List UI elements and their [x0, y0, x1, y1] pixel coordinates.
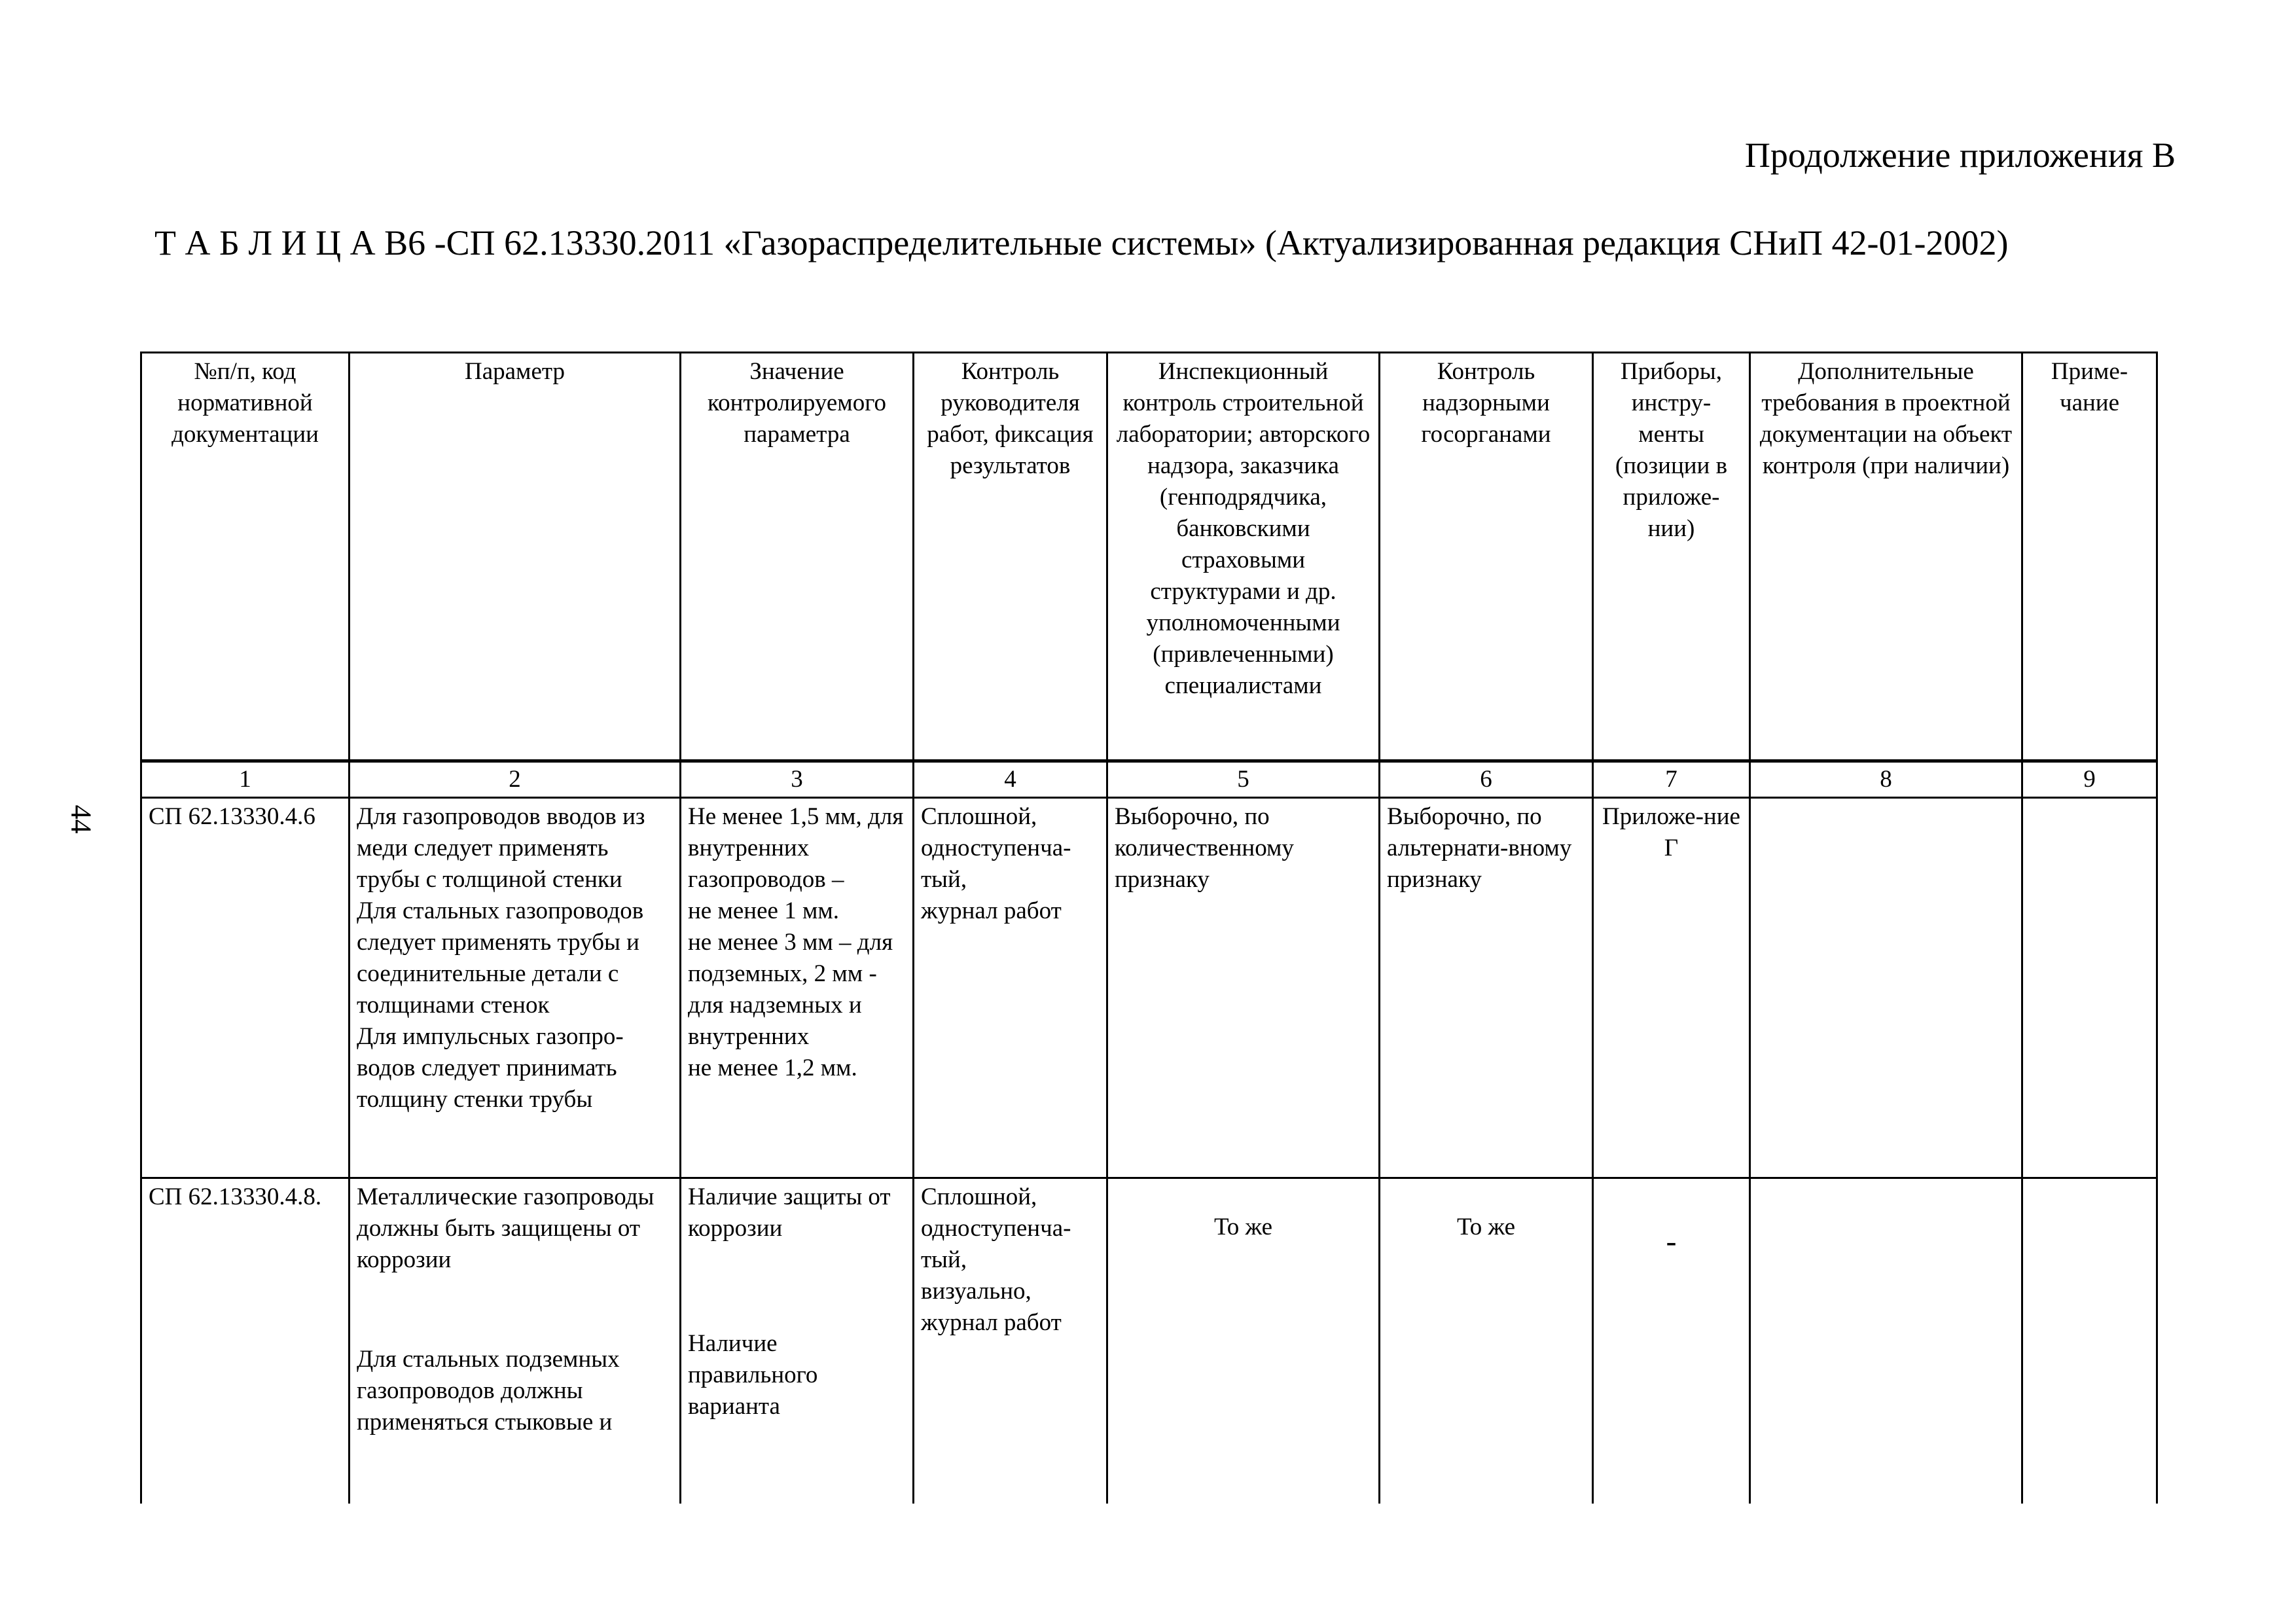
note-cell	[2022, 798, 2157, 1178]
header-row	[141, 353, 2157, 761]
parameter-cell	[350, 1178, 681, 1504]
state-control-cell: То же	[1380, 1178, 1593, 1504]
column-header: №п/п, код нормативной документации	[141, 353, 350, 761]
column-number: 2	[350, 761, 681, 798]
additional-cell	[1750, 1178, 2022, 1504]
parameter-text: Для стальных подземных газопроводов должны применяться стыковые и	[357, 1346, 620, 1435]
column-header: Параметр	[350, 353, 681, 761]
manager-control-cell: Сплошной, одноступенча-тый, визуально, журнал работ	[914, 1178, 1107, 1504]
control-table	[140, 352, 2156, 1504]
value-text: Наличие правильного варианта	[688, 1330, 818, 1420]
table-row	[141, 1178, 2157, 1504]
state-control-cell: Выборочно, по альтернати-вному признаку	[1380, 798, 1593, 1178]
column-header: Приме-чание	[2022, 353, 2157, 761]
continuation-label: Продолжение приложения В	[1744, 135, 2176, 175]
instruments-cell: -	[1593, 1178, 1750, 1504]
column-header: Контроль руководителя работ, фиксация результатов	[914, 353, 1107, 761]
column-number-row	[141, 761, 2157, 798]
column-number: 3	[681, 761, 914, 798]
note-cell	[2022, 1178, 2157, 1504]
inspection-control-cell: То же	[1107, 1178, 1380, 1504]
parameter-cell: Для газопроводов вводов из меди следует применять трубы с толщиной стенки Для стальных газопроводов следует применять трубы и соединительные детали с толщинами стенок Для импульсных газопро-водов следует принимать толщину стенки трубы	[350, 798, 681, 1178]
manager-control-cell: Сплошной, одноступенча-тый, журнал работ	[914, 798, 1107, 1178]
column-header: Инспекционный контроль строительной лаборатории; авторского надзора, заказчика (генподрядчика, банковскими страховыми структурами и др. уполномоченными (привлеченными) специалистами	[1107, 353, 1380, 761]
page-number: 44	[65, 804, 98, 834]
column-number: 1	[141, 761, 350, 798]
parameter-text: Металлические газопроводы должны быть защищены от коррозии	[357, 1183, 655, 1273]
column-header: Контроль надзорными госорганами	[1380, 353, 1593, 761]
code-cell: СП 62.13330.4.6	[141, 798, 350, 1178]
column-header: Приборы, инстру-менты (позиции в приложе-нии)	[1593, 353, 1750, 761]
column-header: Дополнительные требования в проектной документации на объект контроля (при наличии)	[1750, 353, 2022, 761]
instruments-cell: Приложе-ние Г	[1593, 798, 1750, 1178]
value-cell	[681, 1178, 914, 1504]
column-number: 9	[2022, 761, 2157, 798]
column-number: 7	[1593, 761, 1750, 798]
column-number: 4	[914, 761, 1107, 798]
table-row	[141, 798, 2157, 1178]
code-cell: СП 62.13330.4.8.	[141, 1178, 350, 1504]
additional-cell	[1750, 798, 2022, 1178]
column-number: 5	[1107, 761, 1380, 798]
value-text: Наличие защиты от коррозии	[688, 1183, 891, 1242]
column-number: 6	[1380, 761, 1593, 798]
table-title: Т А Б Л И Ц А В6 -СП 62.13330.2011 «Газораспределительные системы» (Актуализированная редакция СНиП 42-01-2002)	[154, 223, 2009, 262]
column-header: Значение контролируемого параметра	[681, 353, 914, 761]
column-number: 8	[1750, 761, 2022, 798]
inspection-control-cell: Выборочно, по количественному признаку	[1107, 798, 1380, 1178]
value-cell: Не менее 1,5 мм, для внутренних газопроводов – не менее 1 мм. не менее 3 мм – для подземных, 2 мм - для надземных и внутренних не менее 1,2 мм.	[681, 798, 914, 1178]
